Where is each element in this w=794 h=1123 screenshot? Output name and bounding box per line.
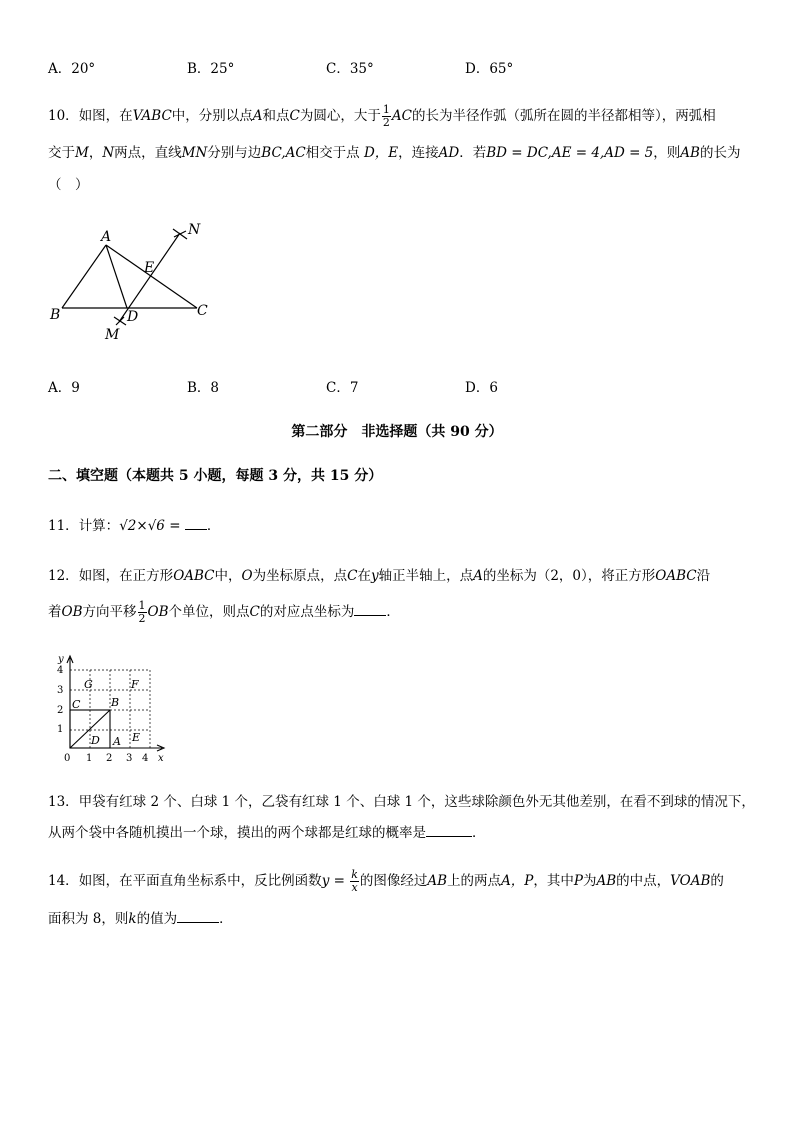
segment-ab [62,245,106,308]
sqrt-2: √2 [119,518,137,534]
answer-blank[interactable] [354,614,386,616]
label-a: A [101,229,112,245]
label-d: D [127,309,139,325]
q14-line-2: 面积为 8，则k的值为 ． [48,911,233,927]
fraction: $\frac{k}{x}$ [351,868,358,894]
point-g: G [84,678,93,691]
q9-option-c[interactable]: C．35° [326,61,374,77]
q12-coordinate-grid [50,650,180,765]
q12-line-1: 12．如图，在正方形OABC中，O为坐标原点，点C在y轴正半轴上，点A的坐标为（2，0），将正方形OABC沿 [48,568,711,584]
x-tick-4: 4 [142,753,149,764]
q13-line-2: 从两个袋中各随机摸出一个球，摸出的两个球都是红球的概率是 ． [48,825,486,841]
fraction: $\frac{1}{2}$ [138,599,146,625]
x-tick-2: 2 [106,753,113,764]
x-tick-1: 1 [86,753,93,764]
label-b: B [50,307,61,323]
q9-option-d[interactable]: D．65° [465,61,514,77]
point-f: F [131,678,139,691]
segment-ac [106,245,197,308]
y-tick-1: 1 [57,724,64,735]
point-c: C [72,698,81,711]
arc-mark-m [114,317,126,325]
y-tick-2: 2 [57,705,64,716]
arc-mark-n [173,229,187,239]
point-e: E [132,731,141,744]
answer-blank[interactable] [177,921,219,923]
q9-option-a[interactable]: A．20° [48,61,96,77]
section-two-heading: 二、填空题（本题共 5 小题，每题 3 分，共 15 分） [48,468,383,484]
q13-line-1: 13．甲袋有红球 2 个、白球 1 个，乙袋有红球 1 个、白球 1 个，这些球除颜色外无其他差别，在看不到球的情况下， [48,794,755,810]
y-axis-label: y [58,654,64,665]
q10-option-c[interactable]: C．7 [326,380,359,396]
q12-line-2: 着OB方向平移 $\frac{1}{2}$ OB个单位，则点C的对应点坐标为 ． [48,599,400,625]
y-tick-4: 4 [57,665,64,676]
label-n: N [188,222,201,238]
answer-blank[interactable] [426,835,472,837]
q10-option-d[interactable]: D．6 [465,380,498,396]
fraction: $\frac{1}{2}$ [382,103,390,129]
label-c: C [197,303,208,319]
q10-line-2: 交于M，N两点，直线MN分别与边BC,AC相交于点 D，E，连接AD．若BD = DC,AE = 4,AD = 5，则AB的长为 [48,145,741,161]
x-tick-3: 3 [126,753,133,764]
y-tick-3: 3 [57,685,64,696]
point-d: D [91,734,100,747]
answer-blank[interactable] [185,528,207,530]
point-a: A [113,735,121,748]
q10-line-3: （ ） [48,177,89,193]
sqrt-6: √6 [147,518,165,534]
q10-line-1: 10．如图，在VABC中，分别以点A和点C为圆心，大于 $\frac{1}{2}$ AC的长为半径作弧（弧所在圆的半径都相等），两弧相 [48,103,716,129]
x-axis-label: x [158,753,164,764]
part-two-title: 第二部分 非选择题（共 90 分） [291,424,503,440]
q9-option-b[interactable]: B．25° [187,61,235,77]
q14-line-1: 14．如图，在平面直角坐标系中，反比例函数y = $\frac{k}{x}$ 的图像经过AB上的两点A，P，其中P为AB的中点，VOAB的 [48,868,724,894]
q10-option-a[interactable]: A．9 [48,380,80,396]
segment-ad [106,245,127,308]
label-m: M [105,327,120,343]
label-e: E [144,260,155,276]
q11-line: 11．计算：√2×√6 = ． [48,518,221,534]
point-b: B [111,696,120,709]
x-tick-0: 0 [64,753,71,764]
q10-triangle-figure [40,215,240,345]
q10-option-b[interactable]: B．8 [187,380,220,396]
